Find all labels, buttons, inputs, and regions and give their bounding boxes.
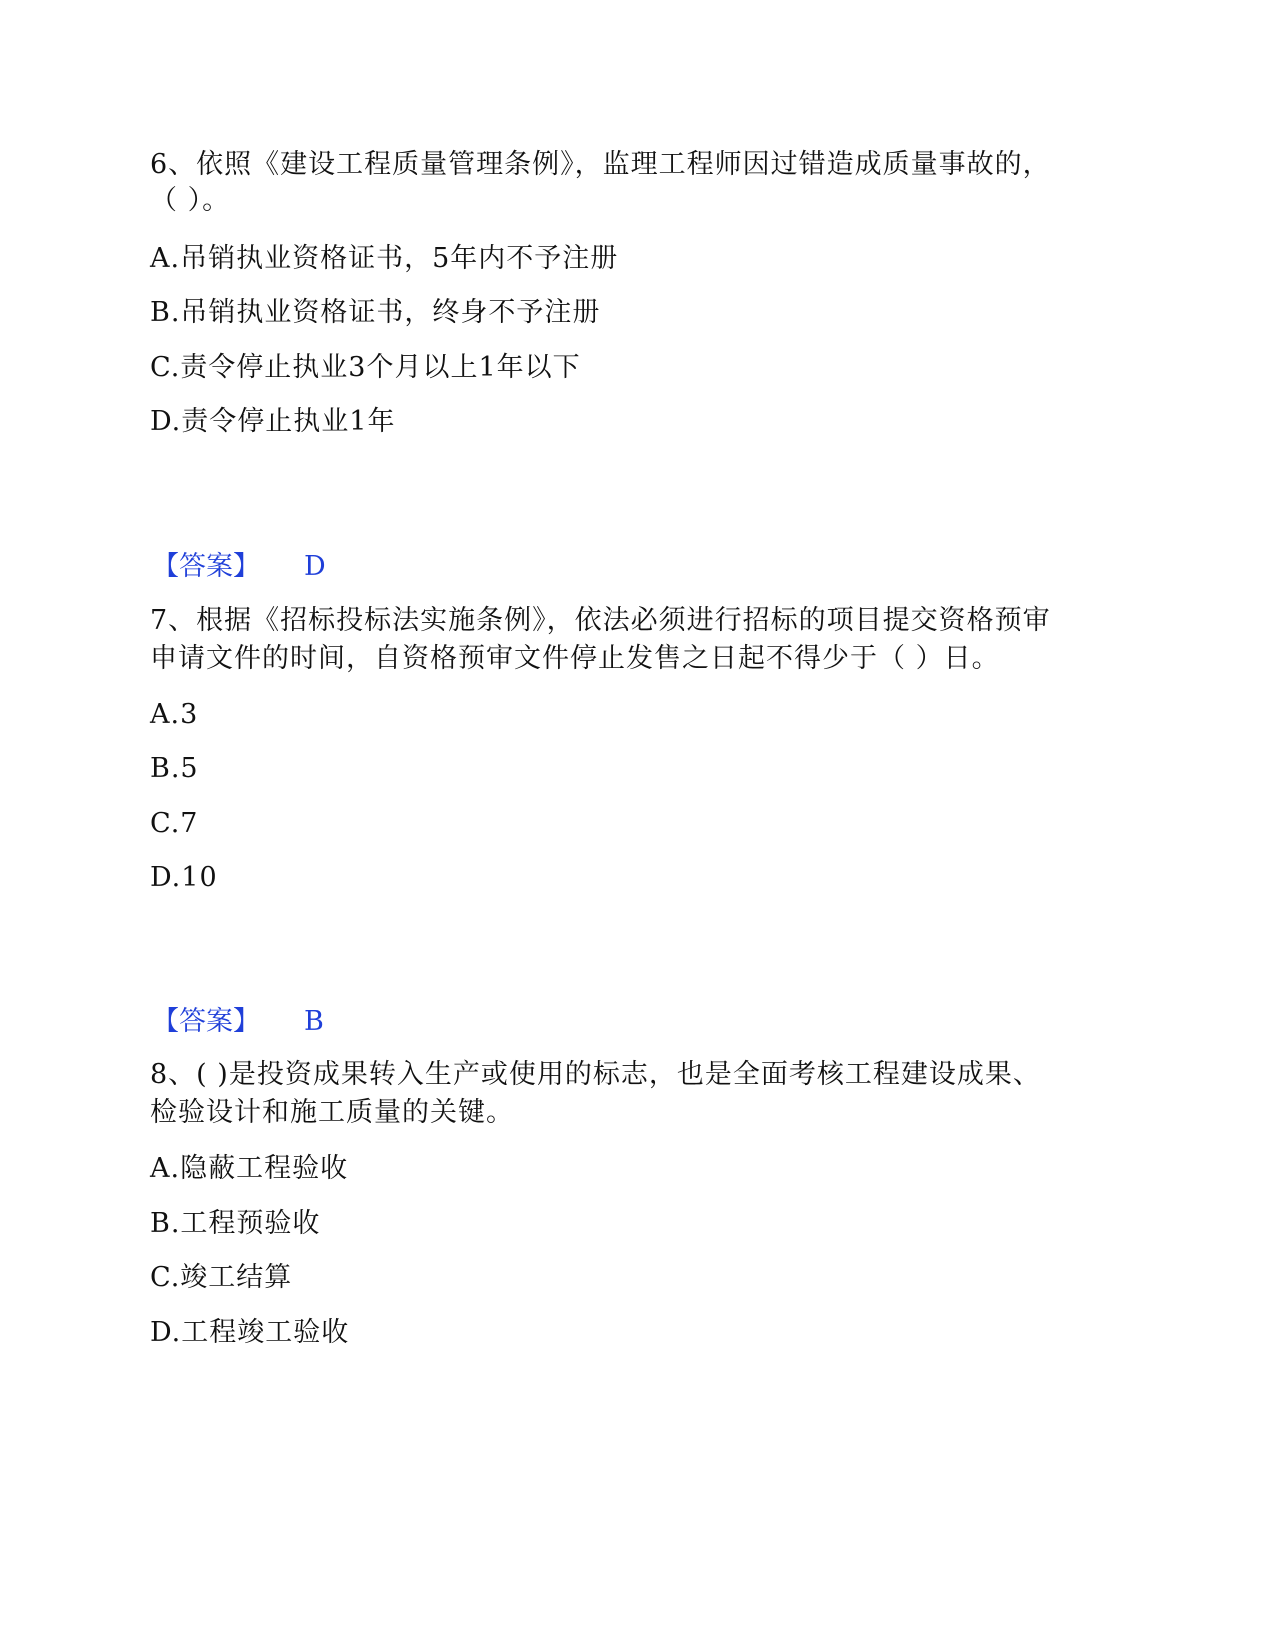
question-7-option-d: D.10 xyxy=(150,862,218,893)
question-7-stem-line-1: 7、根据《招标投标法实施条例》，依法必须进行招标的项目提交资格预审 xyxy=(150,605,1051,636)
question-6-answer xyxy=(152,550,326,584)
question-6-stem-line-2: （ ）。 xyxy=(150,185,231,216)
question-6-option-c: C.责令停止执业3个月以上1年以下 xyxy=(150,352,581,383)
answer-label: 【答案】 xyxy=(152,1006,260,1037)
question-7-option-a: A.3 xyxy=(150,699,199,730)
question-8-stem-line-2: 检验设计和施工质量的关键。 xyxy=(150,1097,514,1128)
answer-label: 【答案】 xyxy=(152,551,260,582)
question-8-stem-line-1: 8、( )是投资成果转入生产或使用的标志，也是全面考核工程建设成果、 xyxy=(150,1059,1041,1090)
question-6-option-a: A.吊销执业资格证书，5年内不予注册 xyxy=(150,243,619,274)
question-8-option-c: C.竣工结算 xyxy=(150,1262,293,1293)
question-8-option-a: A.隐蔽工程验收 xyxy=(150,1153,349,1184)
question-8-option-d: D.工程竣工验收 xyxy=(150,1317,350,1348)
question-7-stem-line-2: 申请文件的时间，自资格预审文件停止发售之日起不得少于（ ）日。 xyxy=(150,643,1000,674)
question-7-option-c: C.7 xyxy=(150,808,199,839)
question-7-option-b: B.5 xyxy=(150,753,199,784)
question-7-answer xyxy=(152,1005,324,1039)
answer-value: B xyxy=(304,1006,324,1037)
question-8-option-b: B.工程预验收 xyxy=(150,1208,321,1239)
answer-value: D xyxy=(304,551,326,582)
question-6-stem-line-1: 6、依照《建设工程质量管理条例》，监理工程师因过错造成质量事故的， xyxy=(150,149,1051,180)
question-6-option-d: D.责令停止执业1年 xyxy=(150,406,396,437)
question-6-option-b: B.吊销执业资格证书，终身不予注册 xyxy=(150,297,601,328)
